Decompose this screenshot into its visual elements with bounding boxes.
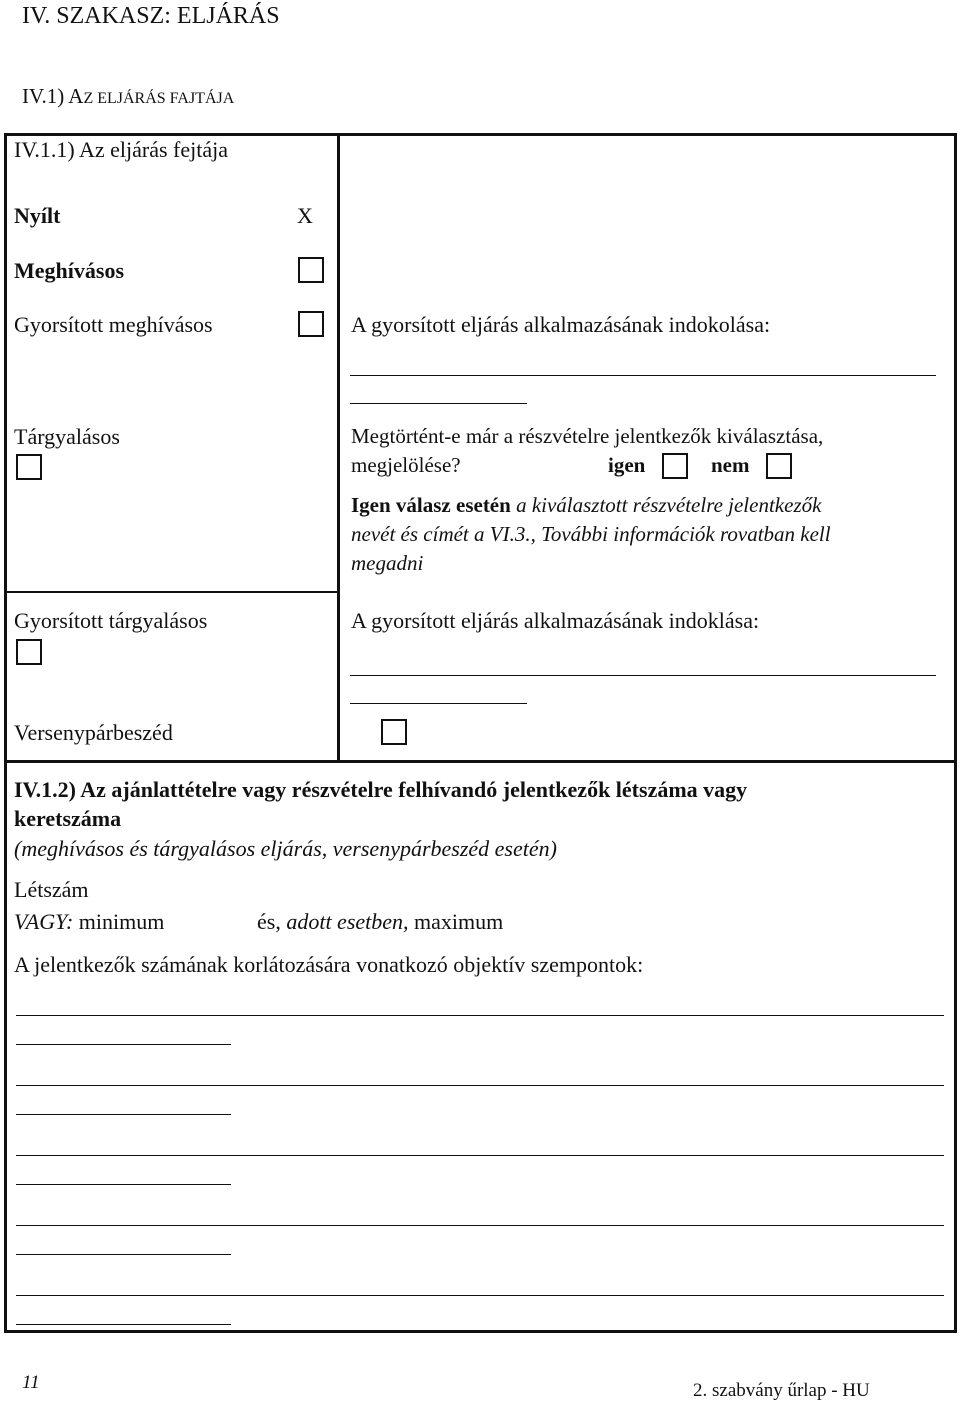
yes-label: igen [608,453,646,477]
competitive-dialogue-checkbox[interactable] [381,719,407,745]
negotiated-procedure-label: Tárgyalásos [14,424,120,449]
yes-note-bold: Igen válasz esetén [351,493,511,517]
if-applicable-label: adott esetben, [286,909,409,934]
candidates-heading-line2: keretszáma [14,806,122,831]
and-label: és, [257,909,287,934]
section-divider [4,760,957,763]
maximum-label: maximum [408,909,504,934]
criteria-line[interactable] [16,1085,944,1086]
criteria-label: A jelentkezők számának korlátozására vonatkozó objektív szempontok: [14,952,644,977]
candidates-heading-line1: IV.1.2) Az ajánlattételre vagy részvételre felhívandó jelentkezők létszáma vagy [14,777,748,802]
maximum-row [257,909,503,935]
accelerated-negotiated-label: Gyorsított tárgyalásos [14,608,208,633]
restricted-procedure-label: Meghívásos [14,258,124,283]
justification-line[interactable] [350,375,936,376]
criteria-line-short[interactable] [16,1254,231,1255]
form-name: 2. szabvány űrlap - HU [693,1380,870,1401]
accelerated-justification-label: A gyorsított eljárás alkalmazásának indokolása: [351,312,771,337]
no-label: nem [711,453,750,477]
negotiated-procedure-checkbox[interactable] [16,454,42,480]
no-checkbox[interactable] [766,453,792,479]
accelerated-reason-label: A gyorsított eljárás alkalmazásának indoklása: [351,608,760,633]
minimum-label: minimum [73,909,165,934]
yes-note-ref: nevét és címét a VI.3. [351,522,531,546]
accelerated-negotiated-checkbox[interactable] [16,639,42,665]
selection-question-line2: megjelölése? [351,453,461,477]
criteria-line-short[interactable] [16,1184,231,1185]
criteria-line[interactable] [16,1225,944,1226]
reason-line[interactable] [350,675,936,676]
yes-note-line2 [351,522,831,547]
candidates-heading-note: (meghívásos és tárgyalásos eljárás, versenypárbeszéd esetén) [14,836,557,861]
criteria-line-short[interactable] [16,1114,231,1115]
yes-note-rest: , További információk rovatban kell [530,522,831,546]
open-procedure-mark[interactable]: X [297,203,313,228]
restricted-procedure-checkbox[interactable] [298,257,324,283]
procedure-type-heading: IV.1.1) Az eljárás fejtája [14,137,229,162]
row-divider [4,591,338,593]
accelerated-restricted-checkbox[interactable] [298,311,324,337]
headcount-label: Létszám [14,877,89,902]
yes-checkbox[interactable] [662,453,688,479]
yes-note-line3: megadni [351,551,424,575]
reason-line-short[interactable] [350,703,527,704]
or-label: VAGY: [14,909,74,934]
criteria-line[interactable] [16,1295,944,1296]
subsection-prefix: IV.1) A [22,84,84,108]
accelerated-restricted-label: Gyorsított meghívásos [14,312,213,337]
criteria-line[interactable] [16,1015,944,1016]
criteria-line-short[interactable] [16,1324,231,1325]
competitive-dialogue-label: Versenypárbeszéd [14,720,173,745]
page-number: 11 [22,1372,40,1393]
subsection-title [22,84,234,109]
yes-note-italic: a kiválasztott részvételre jelentkezők [510,493,822,517]
subsection-rest: Z ELJÁRÁS FAJTÁJA [83,90,235,107]
criteria-line[interactable] [16,1155,944,1156]
minimum-row [14,909,164,935]
column-divider [337,133,340,760]
section-title: IV. SZAKASZ: ELJÁRÁS [22,3,280,29]
justification-line-short[interactable] [350,403,527,404]
open-procedure-label: Nyílt [14,203,61,228]
selection-question-line1: Megtörtént-e már a részvételre jelentkezők kiválasztása, [351,424,824,448]
criteria-line-short[interactable] [16,1044,231,1045]
yes-note-line1 [351,493,821,518]
